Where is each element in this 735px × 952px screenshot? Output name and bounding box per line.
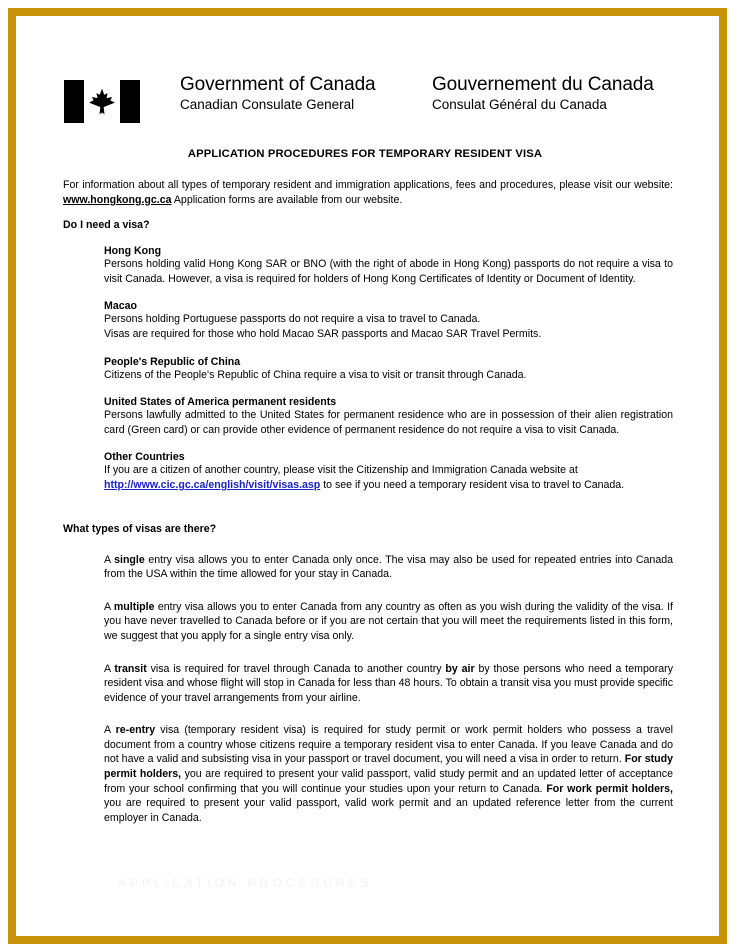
reentry-keyword: re-entry <box>115 724 156 737</box>
entry-peoples-republic-of-china <box>104 356 673 383</box>
wordmark-en-subtitle: Canadian Consulate General <box>180 97 355 112</box>
reentry-body-part-2: you are required to present your valid passport, valid study permit and an updated letter of acceptance from your school confirming that you will continue your studies upon your return to Canada. <box>104 768 673 795</box>
wordmark-english <box>180 74 432 114</box>
hongkong-website-link[interactable]: www.hongkong.gc.ca <box>63 193 172 206</box>
body-macao-line-2: Visas are required for those who hold Macao SAR passports and Macao SAR Travel Permits. <box>104 327 542 340</box>
paragraph-re-entry-visa <box>104 723 673 825</box>
page-watermark: APPLICATION PROCEDURES <box>118 876 373 890</box>
multiple-body: entry visa allows you to enter Canada from any country as often as you wish during the validity of the visa. If you have never travelled to Canada before or if you are not certain that you will meet the requirements listed in this form, we suggest that you apply for a single entry visa only. <box>104 600 673 642</box>
cic-visas-link[interactable]: http://www.cic.gc.ca/english/visit/visas.asp <box>104 478 321 491</box>
subheading-hong-kong: Hong Kong <box>104 245 162 258</box>
body-hong-kong: Persons holding valid Hong Kong SAR or BNO (with the right of abode in Hong Kong) passports do not require a visa to visit Canada. However, a visa is required for holders of Hong Kong Certificates of Identity or Document of Identity. <box>104 258 673 285</box>
government-wordmark <box>180 74 692 114</box>
subheading-peoples-republic-of-china: People's Republic of China <box>104 355 241 368</box>
wordmark-french <box>432 74 692 114</box>
transit-body-part-1: visa is required for travel through Canada to another country <box>146 662 446 675</box>
reentry-lead-article: A <box>104 724 116 737</box>
multiple-lead-article: A <box>104 600 114 613</box>
body-usa-permanent-residents: Persons lawfully admitted to the United States for permanent residence who are in possession of their alien registration card (Green card) or can provide other evidence of permanent residence do not require a visa to visit Canada. <box>104 409 673 436</box>
subheading-usa-permanent-residents: United States of America permanent residents <box>104 396 337 409</box>
subheading-other-countries: Other Countries <box>104 451 185 464</box>
heading-do-i-need-a-visa: Do I need a visa? <box>63 219 150 232</box>
entry-macao <box>104 300 673 341</box>
intro-paragraph <box>63 178 673 207</box>
transit-body-part-2: by those persons who need a temporary resident visa and whose flight will stop in Canada for less than 48 hours. To obtain a transit visa you must provide specific evidence of your travel arrangements from your airline. <box>104 662 673 704</box>
single-lead-article: A <box>104 553 115 566</box>
reentry-body-part-1: visa (temporary resident visa) is required for study permit or work permit holders who possess a travel document from a country whose citizens require a temporary resident visa to enter Canada. If you leave Canada and do not have a valid and subsisting visa in your passport or travel document, you will need a visa in order to return. <box>104 724 673 766</box>
transit-keyword: transit <box>114 662 147 675</box>
single-keyword: single <box>114 553 145 566</box>
multiple-keyword: multiple <box>113 600 155 613</box>
entry-other-countries <box>104 451 673 492</box>
flag-bar-right <box>120 80 140 123</box>
canada-flag-icon <box>64 80 140 123</box>
wordmark-fr-title: Gouvernement du Canada <box>432 74 654 95</box>
body-peoples-republic-of-china: Citizens of the People's Republic of China require a visa to visit or transit through Canada. <box>104 368 527 381</box>
heading-what-types-of-visas: What types of visas are there? <box>63 522 217 535</box>
transit-lead-article: A <box>104 662 115 675</box>
intro-text-after-link: Application forms are available from our website. <box>171 193 403 206</box>
paragraph-transit-visa <box>104 662 673 706</box>
document-title: APPLICATION PROCEDURES FOR TEMPORARY RESIDENT VISA <box>187 148 543 160</box>
reentry-body-part-3: you are required to present your valid passport, valid work permit and an updated reference letter from the current employer in Canada. <box>104 797 673 824</box>
body-macao-line-1: Persons holding Portuguese passports do not require a visa to travel to Canada. <box>104 313 481 326</box>
masthead <box>64 0 673 123</box>
wordmark-en-title: Government of Canada <box>180 74 376 95</box>
reentry-keyword-study-permit-holders: For study permit holders, <box>104 753 673 781</box>
flag-bar-left <box>64 80 84 123</box>
wordmark-fr-subtitle: Consulat Général du Canada <box>432 97 607 112</box>
body-other-countries <box>104 463 673 492</box>
other-countries-text-before-link: If you are a citizen of another country, please visit the Citizenship and Immigration Canada website at <box>104 464 578 477</box>
paragraph-single-entry-visa <box>104 553 673 582</box>
intro-text-before-link: For information about all types of temporary resident and immigration applications, fees and procedures, please visit our website: <box>63 179 673 191</box>
single-body: entry visa allows you to enter Canada only once. The visa may also be used for repeated entries into Canada from the USA within the time allowed for your stay in Canada. <box>104 553 673 581</box>
subheading-macao: Macao <box>104 300 137 313</box>
paragraph-multiple-entry-visa <box>104 600 673 644</box>
reentry-keyword-work-permit-holders: For work permit holders, <box>546 782 674 795</box>
transit-keyword-by-air: by air <box>445 662 475 675</box>
other-countries-text-after-link: to see if you need a temporary resident visa to travel to Canada. <box>320 478 625 491</box>
entry-usa-permanent-residents <box>104 396 673 437</box>
entry-hong-kong <box>104 245 673 286</box>
document-content <box>63 0 673 825</box>
maple-leaf-icon <box>88 81 116 122</box>
